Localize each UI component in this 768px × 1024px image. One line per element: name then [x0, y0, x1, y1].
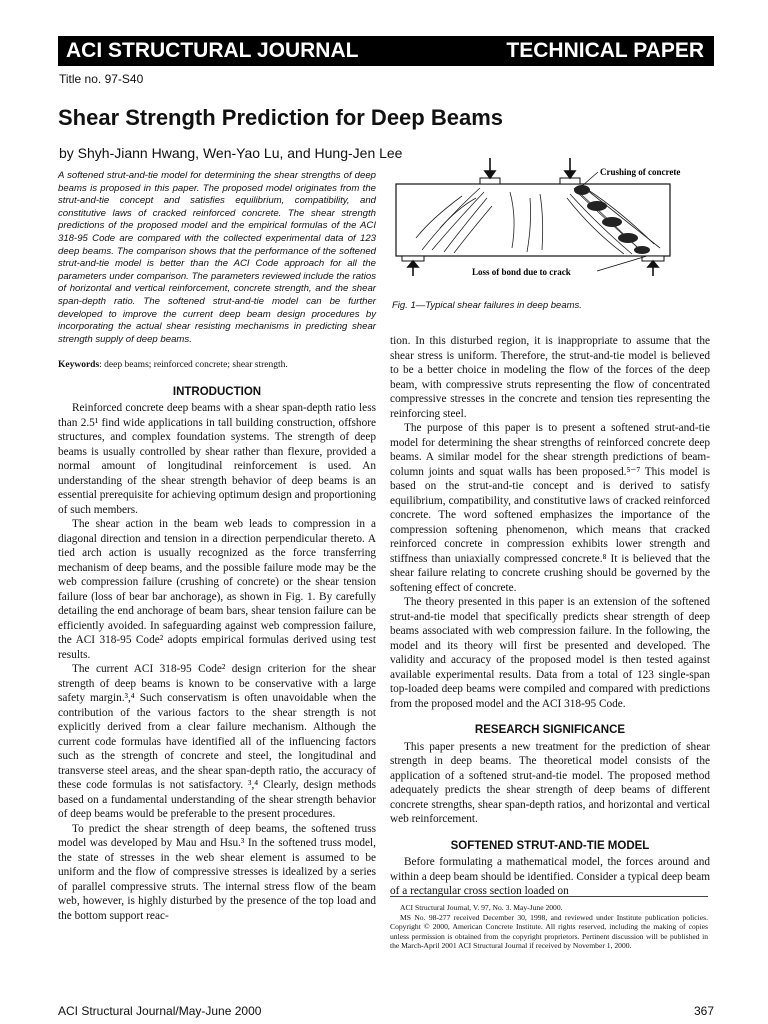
paragraph: The current ACI 318-95 Code² design criterion for the shear strength of deep beams is known to be conservative with a large safety margin.³,⁴ Such conservatism is often unavoidable when the contribution of the various factors to the shear strength is not explicitly derived from a clear failure mechanism. Although the current code formulas have identified all of the influencing factors such as the strength of concrete and steel, the longitudinal and transverse steel areas, and the shear span-depth ratio, the accuracy of these code formulas is not satisfactory. ³,⁴ Clearly, design methods based on a fundamental understanding of the shear strength behavior of deep beams would be preferable to the present procedures. — [58, 663, 376, 821]
paragraph: This paper presents a new treatment for the prediction of shear strength in deep beams. The theoretical model consists of the application of a softened strut-and-tie model. The proposed method adequately predicts the shear strength of deep beams of different concrete strengths, shear span-depth ratios, and horizontal and vertical web reinforcement. — [390, 740, 710, 825]
footer-journal: ACI Structural Journal/May-June 2000 — [58, 1004, 262, 1018]
paragraph: Reinforced concrete deep beams with a shear span-depth ratio less than 2.5¹ find wide applications in tall building construction, offshore structures, and complex foundation systems. The strength of deep beams is usually controlled by shear rather than flexure, provided a normal amount of longitudinal reinforcement is used. An understanding of the shear strength behavior of deep beams is an essential prerequisite for achieving optimum design and proportioning of such members. — [58, 402, 376, 516]
keywords — [58, 358, 376, 373]
paragraph: To predict the shear strength of deep beams, the softened truss model was developed by Mau and Hsu.³ In the softened truss model, the state of stresses in the web shear element is assumed to be uniform and the flow of compressive stresses is idealized by a series of parallel compressive struts. The internal stress flow of the beam web, however, is highly disturbed by the presence of the top load and the bottom support reac- — [58, 822, 376, 922]
right-column — [390, 334, 710, 899]
paper-type: TECHNICAL PAPER — [506, 39, 704, 62]
paragraph: The shear action in the beam web leads to compression in a diagonal direction and tension in a direction perpendicular thereto. A tied arch action is usually recognized as the force transferring mechanism of deep beams, and the possible failure mode may be the web compression failure (crushing of concrete) or the shear tension failure (loss of bear bar anchorage), as shown in Fig. 1. By carefully detailing the end anchorage of beam bars, shear tension failure can be efficiently avoided. In safeguarding against web compression failure, the ACI 318-95 Code² adopts empirical formulas derived using test results. — [58, 518, 376, 661]
keywords-text: : deep beams; reinforced concrete; shear strength. — [99, 360, 288, 371]
figure-caption: Fig. 1—Typical shear failures in deep beams. — [392, 300, 582, 311]
heading-research-significance: RESEARCH SIGNIFICANCE — [474, 724, 626, 736]
title-number: Title no. 97-S40 — [59, 72, 144, 86]
deep-beam-figure — [392, 158, 714, 276]
label-crushing: Crushing of concrete — [600, 167, 681, 177]
heading-softened-model: SOFTENED STRUT-AND-TIE MODEL — [450, 839, 650, 852]
beam-outline — [396, 184, 670, 256]
left-column — [58, 170, 376, 923]
footnote-line: MS No. 98-277 received December 30, 1998, and reviewed under Institute publication policies. Copyright © 2000, American Concrete Institute. All rights reserved, including the making of copies unless permission is obtained from the copyright proprietors. Pertinent discussion will be published in the March-April 2001 ACI Structural Journal if received by November 1, 2000. — [390, 912, 708, 950]
label-bond-loss: Loss of bond due to crack — [472, 267, 571, 276]
journal-banner — [58, 36, 714, 66]
footnote — [390, 896, 708, 951]
page-number: 367 — [693, 1004, 714, 1018]
heading-introduction: INTRODUCTION — [172, 385, 262, 398]
paragraph: Before formulating a mathematical model, the forces around and within a deep beam should be identified. Consider a typical deep beam of a rectangular cross section loaded on — [390, 856, 710, 897]
paragraph: The purpose of this paper is to present a softened strut-and-tie model for determining the shear strengths of reinforced concrete deep beams. A similar model for the shear strength predictions of beam-column joints and squat walls has been proposed.⁵⁻⁷ This model is based on the strut-and-tie concept and is derived to satisfy equilibrium, compatibility, and constitutive laws of cracked reinforced concrete. The word softened emphasizes the importance of the compression softening phenomenon, which means that cracked reinforced concrete in compression exhibits lower strength and stiffness than uniaxially compressed concrete.⁸ It is believed that the shear failure relating to concrete crushing should be governed by the softening effect of concrete. — [390, 422, 710, 594]
paragraph: tion. In this disturbed region, it is inappropriate to assume that the shear stress is uniform. Therefore, the strut-and-tie model is believed to be a better choice in modeling the flow of the forces of the deep beam, with compressive struts representing the flow of concentrated compressive stresses in the concrete and tension ties representing the reinforcing steel. — [390, 335, 710, 420]
journal-name: ACI STRUCTURAL JOURNAL — [66, 39, 359, 62]
page-footer — [58, 1004, 714, 1018]
keywords-label: Keywords — [58, 360, 100, 371]
paper-title: Shear Strength Prediction for Deep Beams — [58, 105, 503, 130]
authors: by Shyh-Jiann Hwang, Wen-Yao Lu, and Hung-Jen Lee — [59, 145, 403, 161]
footnote-line: ACI Structural Journal, V. 97, No. 3. May-June 2000. — [400, 903, 563, 912]
paragraph: The theory presented in this paper is an extension of the softened strut-and-tie model that specifically predicts shear strength of deep beams associated with web compression failure. In the following, the model and its theory will first be presented and developed. The validity and accuracy of the proposed model is then tested against available experimental results. Data from a total of 123 single-span top-loaded deep beams were compiled and compared with predictions from the proposed model and the ACI 318-95 Code. — [390, 596, 710, 710]
abstract: A softened strut-and-tie model for determining the shear strengths of deep beams is proposed in this paper. The proposed model originates from the strut-and-tie concept and satisfies equilibrium, compatibility, and constitutive laws of cracked reinforced concrete. The shear strength predictions of the proposed model and the empirical formulas of the ACI 318-95 Code are compared with the collected experimental data of 123 deep beams. The comparison shows that the performance of the softened strut-and-tie model is better than the ACI Code approach for all the parameters under comparison. The parameters reviewed include the ratios of horizontal and vertical reinforcement, concrete strength, and the shear span-depth ratio. The softened strut-and-tie model can be further developed to improve the current deep beam design procedures by incorporating the actual shear resisting mechanisms in predicting shear strength supply of deep beams. — [58, 170, 376, 345]
